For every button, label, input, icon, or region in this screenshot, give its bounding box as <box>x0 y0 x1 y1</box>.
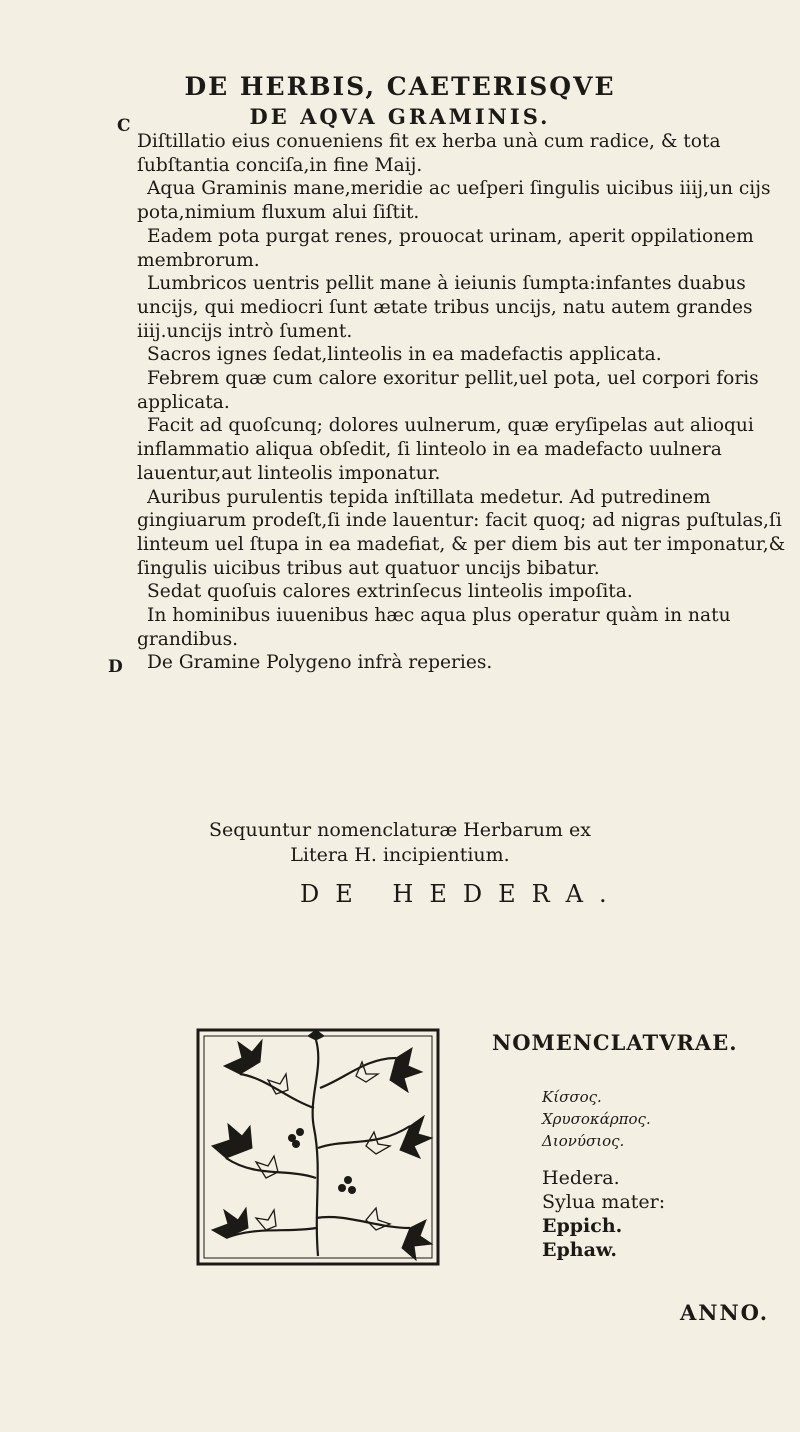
paragraph: Lumbricos uentris pellit mane à ieiunis ſumpta:infantes duabus uncijs, qui mediocri ſunt ætate tribus uncijs, natu autem grandes iiij.uncijs intrò ſument. <box>137 273 753 342</box>
section-intro <box>0 818 800 868</box>
greek-name: Χρυσοκάρπος. <box>542 1110 651 1128</box>
latin-name: Sylua mater: <box>542 1191 666 1213</box>
nomenclature-heading: NOMENCLATVRAE. <box>492 1030 738 1055</box>
paragraph: Auribus purulentis tepida inſtillata medetur. Ad putredinem gingiuarum prodeſt,ſi inde lauentur: facit quoq; ad nigras puſtulas,ſi linteum uel ſtupa in ea madefiat, & per diem bis aut ter imponatur,& ſingulis uicibus tribus aut quatuor uncijs bibatur. <box>137 486 786 579</box>
running-head: DE HERBIS, CAETERISQVE <box>184 72 616 101</box>
german-name: Ephaw. <box>542 1239 617 1261</box>
paragraph: De Gramine Polygeno infrà reperies. <box>147 652 493 674</box>
paragraph: Sacros ignes ſedat,linteolis in ea madefactis applicata. <box>147 344 662 366</box>
latin-name: Hedera. <box>542 1167 620 1189</box>
german-name: Eppich. <box>542 1215 623 1237</box>
section-heading: DE AQVA GRAMINIS. <box>249 104 551 129</box>
paragraph: Sedat quoſuis calores extrinſecus linteolis impoſita. <box>147 581 633 603</box>
paragraph: Aqua Graminis mane,meridie ac ueſperi ſingulis uicibus iiij,un cijs pota,nimium fluxum alui ſiſtit. <box>137 178 771 224</box>
margin-letter-d: D <box>108 657 123 677</box>
paragraph: In hominibus iuuenibus hæc aqua plus operatur quàm in natu grandibus. <box>137 605 731 650</box>
section-intro-line: Sequuntur nomenclaturæ Herbarum ex <box>209 819 591 841</box>
catchword: ANNO. <box>680 1300 770 1325</box>
body-text <box>137 130 792 675</box>
chapter-title: DE HEDERA. <box>300 880 623 908</box>
nomenclature-list <box>542 1086 665 1262</box>
greek-name: Κίσσος. <box>542 1088 602 1106</box>
paragraph: Febrem quæ cum calore exoritur pellit,uel pota, uel corpori foris applicata. <box>137 368 759 413</box>
paragraph: Eadem pota purgat renes, prouocat urinam, aperit oppilationem membrorum. <box>137 225 754 271</box>
greek-name: Διονύσιος. <box>542 1132 625 1150</box>
paragraph: Facit ad quoſcunq; dolores uulnerum, quæ eryſipelas aut alioqui inflammatio aliqua obſedit, ſi linteolo in ea madefacto uulnera lauentur,aut linteolis imponatur. <box>137 415 754 484</box>
ivy-woodcut-illustration <box>196 1028 440 1266</box>
margin-letter-c: C <box>117 116 131 136</box>
paragraph: Diſtillatio eius conueniens fit ex herba unà cum radice, & tota ſubſtantia conciſa,in fine Maij. <box>137 131 721 176</box>
section-intro-line: Litera H. incipientium. <box>290 844 510 866</box>
